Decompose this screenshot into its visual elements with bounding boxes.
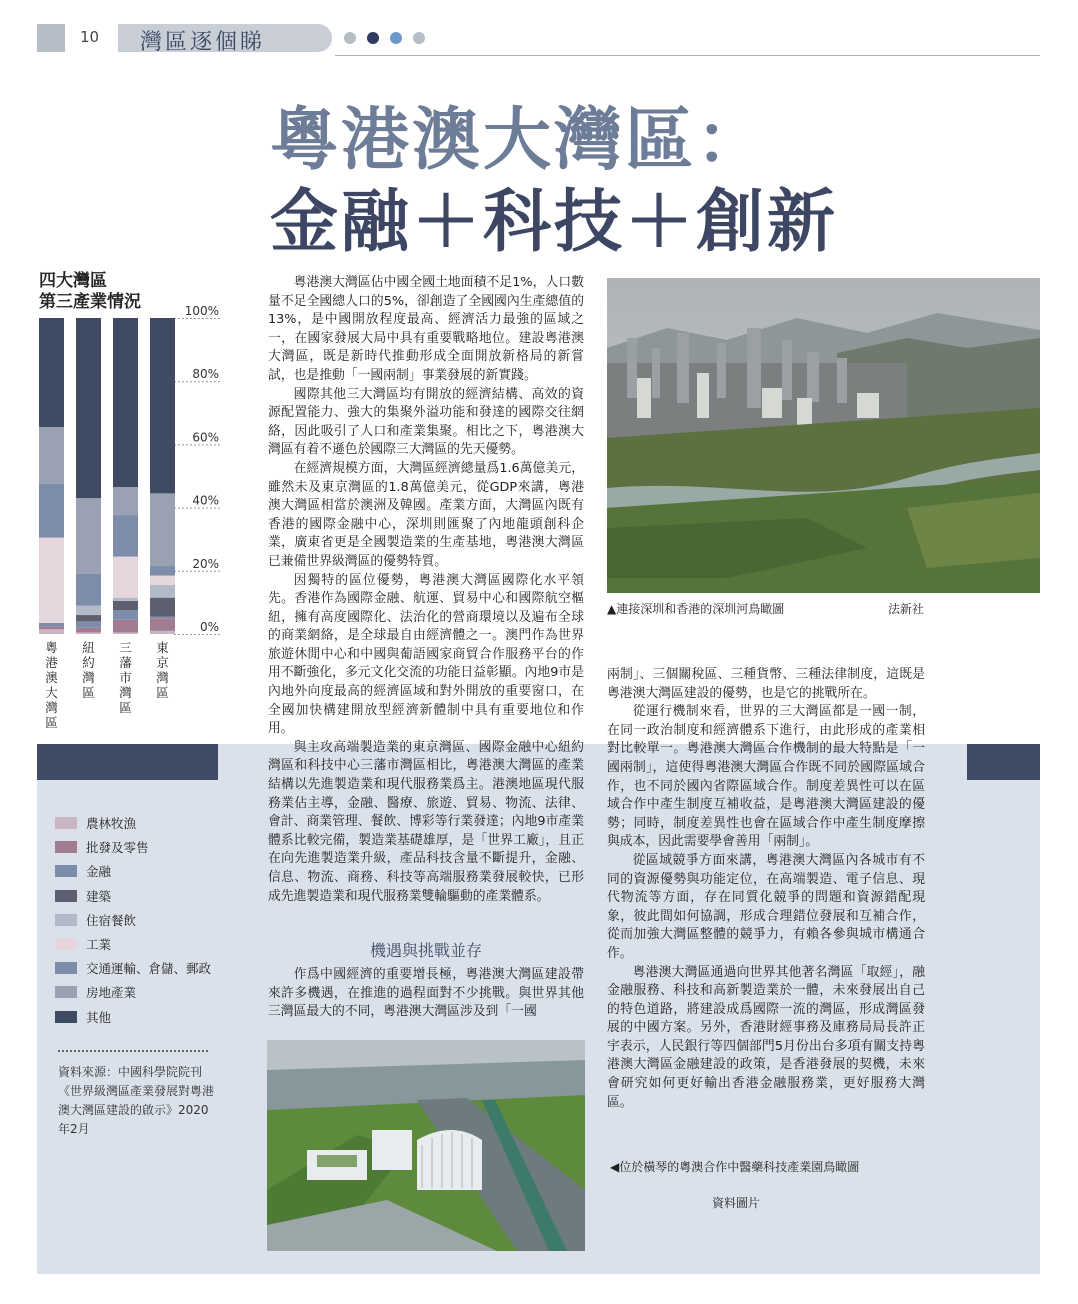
bar-segment: [113, 598, 138, 601]
article-column-1-continued: [268, 966, 584, 1022]
legend-label: 農林牧漁: [86, 816, 137, 831]
paragraph: 作爲中國經濟的重要增長極，粵港澳大灣區建設帶來許多機遇，在推進的過程面對不少挑戰。與世界其他三灣區最大的不同，粵港澳大灣區涉及到「一國: [268, 967, 584, 1020]
bar-segment: [150, 631, 175, 634]
bar-segment: [113, 620, 138, 633]
legend-swatch: [55, 986, 77, 998]
legend-label: 建築: [86, 888, 112, 904]
legend-item: [55, 911, 136, 929]
bar-segment: [76, 615, 101, 621]
x-category-label: 粵港澳大灣區: [45, 640, 58, 730]
legend-item: [55, 1008, 111, 1026]
paragraph: 與主攻高端製造業的東京灣區、國際金融中心紐約灣區和科技中心三藩市灣區相比，粵港澳大灣區的產業結構以先進製造業和現代服務業爲主。港澳地區現代服務業佔主導，金融、醫療、旅遊、貿易、物流、法律、會計、商業管理、餐飲、博彩等行業發達；內地9市產業體系比較完備，製造業基礎雄厚，是「世界工廠」，且正在向先進製造業升級，產品科技含量不斷提升，金融、信息、物流、商務、科技等高端服務業發展較快，已形成先進製造業和現代服務業雙輪驅動的產業體系。: [268, 739, 584, 904]
bar-segment: [150, 318, 175, 493]
legend-item: [55, 838, 149, 856]
bar-segment: [150, 566, 175, 575]
bar-segment: [113, 318, 138, 487]
article-column-1: [268, 274, 584, 906]
x-category-label: 東京灣區: [156, 640, 169, 700]
headline-line-2: 金融＋科技＋創新: [270, 182, 839, 262]
stacked-bar-chart: [36, 304, 226, 732]
y-tick-label: 20%: [192, 556, 219, 571]
bar-segment: [76, 574, 101, 606]
subheading: 機遇與挑戰並存: [369, 941, 482, 960]
x-category-label: 紐約灣區: [82, 640, 95, 700]
panel-band-right: [967, 744, 1040, 780]
paragraph: 粵港澳大灣區佔中國全國土地面積不足1%，人口數量不足全國總人口的5%，卻創造了全國國內生產總值的13%，是中國開放程度最高、經濟活力最強的區域之一，在國家發展大局中具有重要戰略地位。建設粵港澳大灣區，既是新時代推動形成全面開放新格局的新嘗試，也是推動「一國兩制」事業發展的新實踐。: [268, 275, 584, 383]
legend-swatch: [55, 841, 77, 853]
top-photo-credit: 法新社: [888, 602, 925, 616]
header-rule: [335, 55, 1040, 56]
legend-label: 金融: [86, 864, 112, 880]
x-category-label: 三藩市灣區: [119, 640, 132, 715]
section-title: 灣區逐個睇: [140, 30, 266, 55]
legend-item: [55, 935, 111, 953]
bar-segment: [76, 318, 101, 498]
chart-title: [39, 271, 189, 313]
bar-segment: [39, 427, 64, 484]
legend-label: 住宿餐飲: [86, 912, 137, 928]
legend-item: [55, 814, 136, 832]
legend-item: [55, 959, 211, 977]
decor-dot-3: [390, 32, 402, 44]
source-divider: [58, 1050, 208, 1052]
hengqin-industrial-park-photo: [267, 1040, 585, 1251]
legend-item: [55, 887, 111, 905]
bar-segment: [39, 623, 64, 626]
legend-swatch: [55, 817, 77, 829]
bar-segment: [113, 632, 138, 634]
bar-segment: [76, 632, 101, 634]
decor-dot-2: [367, 32, 379, 44]
bar-segment: [39, 538, 64, 623]
paragraph: 因獨特的區位優勢，粵港澳大灣區國際化水平領先。香港作為國際金融、航運、貿易中心和國際航空樞紐，擁有高度國際化、法治化的營商環境以及遍布全球的商業網絡，是全球最自由經濟體之一。澳門作為世界旅遊休閒中心和中國與葡語國家商貿合作服務平台的作用不斷強化，多元文化交流的功能日益彰顯。內地9市是內地外向度最高的經濟區域和對外開放的重要窗口，在全國加快構建開放型經濟新體制中具有重要地位和作用。: [268, 572, 584, 737]
shenzhen-river-aerial-photo: [607, 278, 1040, 593]
bar-segment: [150, 598, 175, 617]
chart-title-text: 四大灣區 第三產業情況: [39, 271, 141, 312]
y-tick-label: 80%: [192, 367, 219, 382]
header-accent-block: [37, 24, 65, 52]
top-photo-caption: ▲連接深圳和香港的深圳河鳥瞰圖: [607, 602, 785, 616]
bar-segment: [76, 606, 101, 615]
bar-segment: [113, 610, 138, 619]
legend-item: [55, 862, 111, 880]
bottom-photo-credit: 資料圖片: [712, 1196, 761, 1210]
bar-segment: [113, 557, 138, 598]
bar-segment: [150, 576, 175, 585]
legend-swatch: [55, 914, 77, 926]
panel-band-left: [37, 744, 218, 780]
legend-label: 其他: [86, 1009, 112, 1025]
bar-segment: [76, 498, 101, 574]
decor-dot-4: [413, 32, 425, 44]
y-tick-label: 0%: [199, 620, 219, 634]
paragraph: 從運行機制來看，世界的三大灣區都是一國一制，在同一政治制度和經濟體系下進行，由此形成的產業相對比較單一。粵港澳大灣區合作機制的最大特點是「一國兩制」，這使得粵港澳大灣區合作既不同於國際區域合作，也不同於國內省際區域合作。制度差異性可以在區域合作中產生制度互補收益，是粵港澳大灣區建設的優勢；同時，制度差異性也會在區域合作中產生制度摩擦與成本，因此需要學會善用「兩制」。: [607, 704, 925, 850]
y-tick-label: 40%: [192, 493, 219, 508]
bar-segment: [150, 493, 175, 566]
bottom-photo-caption: ◀位於橫琴的粵澳合作中醫藥科技產業園鳥瞰圖: [610, 1160, 860, 1174]
legend-label: 批發及零售: [86, 840, 149, 856]
legend-label: 房地產業: [86, 985, 137, 1001]
bar-segment: [113, 601, 138, 610]
paragraph: 從區域競爭方面來講，粵港澳大灣區內各城市有不同的資源優勢與功能定位，在高端製造、電子信息、現代物流等方面，存在同質化競爭的問題和資源錯配現象，彼此間如何協調，形成合理錯位發展和互補合作，從而加強大灣區整體的競爭力，有賴各參與城市構通合作。: [607, 852, 925, 961]
paragraph: 在經濟規模方面，大灣區經濟總量爲1.6萬億美元，雖然未及東京灣區的1.8萬億美元，從GDP來講，粵港澳大灣區相當於澳洲及韓國。產業方面，大灣區內既有香港的國際金融中心，深圳則匯聚了內地龍頭創科企業，廣東省更是全國製造業的生產基地，粵港澳大灣區已兼備世界級灣區的優勢特質。: [268, 460, 584, 569]
legend-item: [55, 983, 136, 1001]
legend-swatch: [55, 1011, 77, 1023]
legend-swatch: [55, 865, 77, 877]
bar-segment: [39, 318, 64, 427]
article-column-2: [607, 666, 925, 1112]
bar-segment: [150, 617, 175, 619]
bar-segment: [150, 618, 175, 631]
bar-segment: [76, 621, 101, 627]
decor-dot-1: [344, 32, 356, 44]
paragraph: 粵港澳大灣區通過向世界其他著名灣區「取經」，融金融服務、科技和高新製造業於一體，未來發展出自己的特色道路，將建設成爲國際一流的灣區，形成灣區發展的中國方案。另外，香港財經事務及庫務局局長許正宇表示，人民銀行等四個部門5月份出台多項有關支持粵港澳大灣區金融建設的政策，是香港發展的契機，未來會研究如何更好輸出香港金融服務業，更好服務大灣區。: [607, 964, 925, 1110]
legend-swatch: [55, 890, 77, 902]
bar-segment: [150, 585, 175, 598]
legend-swatch: [55, 962, 77, 974]
bar-segment: [76, 628, 101, 633]
bar-segment: [113, 487, 138, 515]
y-tick-label: 60%: [192, 430, 219, 445]
headline-line-1: 粵港澳大灣區：: [270, 100, 768, 180]
bar-segment: [39, 626, 64, 629]
y-tick-label: 100%: [184, 304, 219, 318]
bar-segment: [113, 516, 138, 557]
page-number: 10: [80, 28, 100, 46]
legend-swatch: [55, 938, 77, 950]
bar-segment: [39, 629, 64, 634]
legend-label: 工業: [86, 937, 112, 952]
legend-label: 交通運輸、倉儲、郵政: [86, 961, 212, 977]
paragraph: 國際其他三大灣區均有開放的經濟結構、高效的資源配置能力、強大的集聚外溢功能和發達的國際交往網絡，因此吸引了人口和產業集聚。相比之下，粵港澳大灣區有着不遜色於國際三大灣區的先天優勢。: [268, 386, 584, 458]
bar-segment: [39, 484, 64, 538]
paragraph: 兩制」、三個關稅區、三種貨幣、三種法律制度，這既是粵港澳大灣區建設的優勢，也是它的挑戰所在。: [607, 667, 925, 701]
source-note: 資料來源：中國科學院院刊《世界級灣區產業發展對粵港澳大灣區建設的啟示》2020年2月: [58, 1065, 215, 1136]
